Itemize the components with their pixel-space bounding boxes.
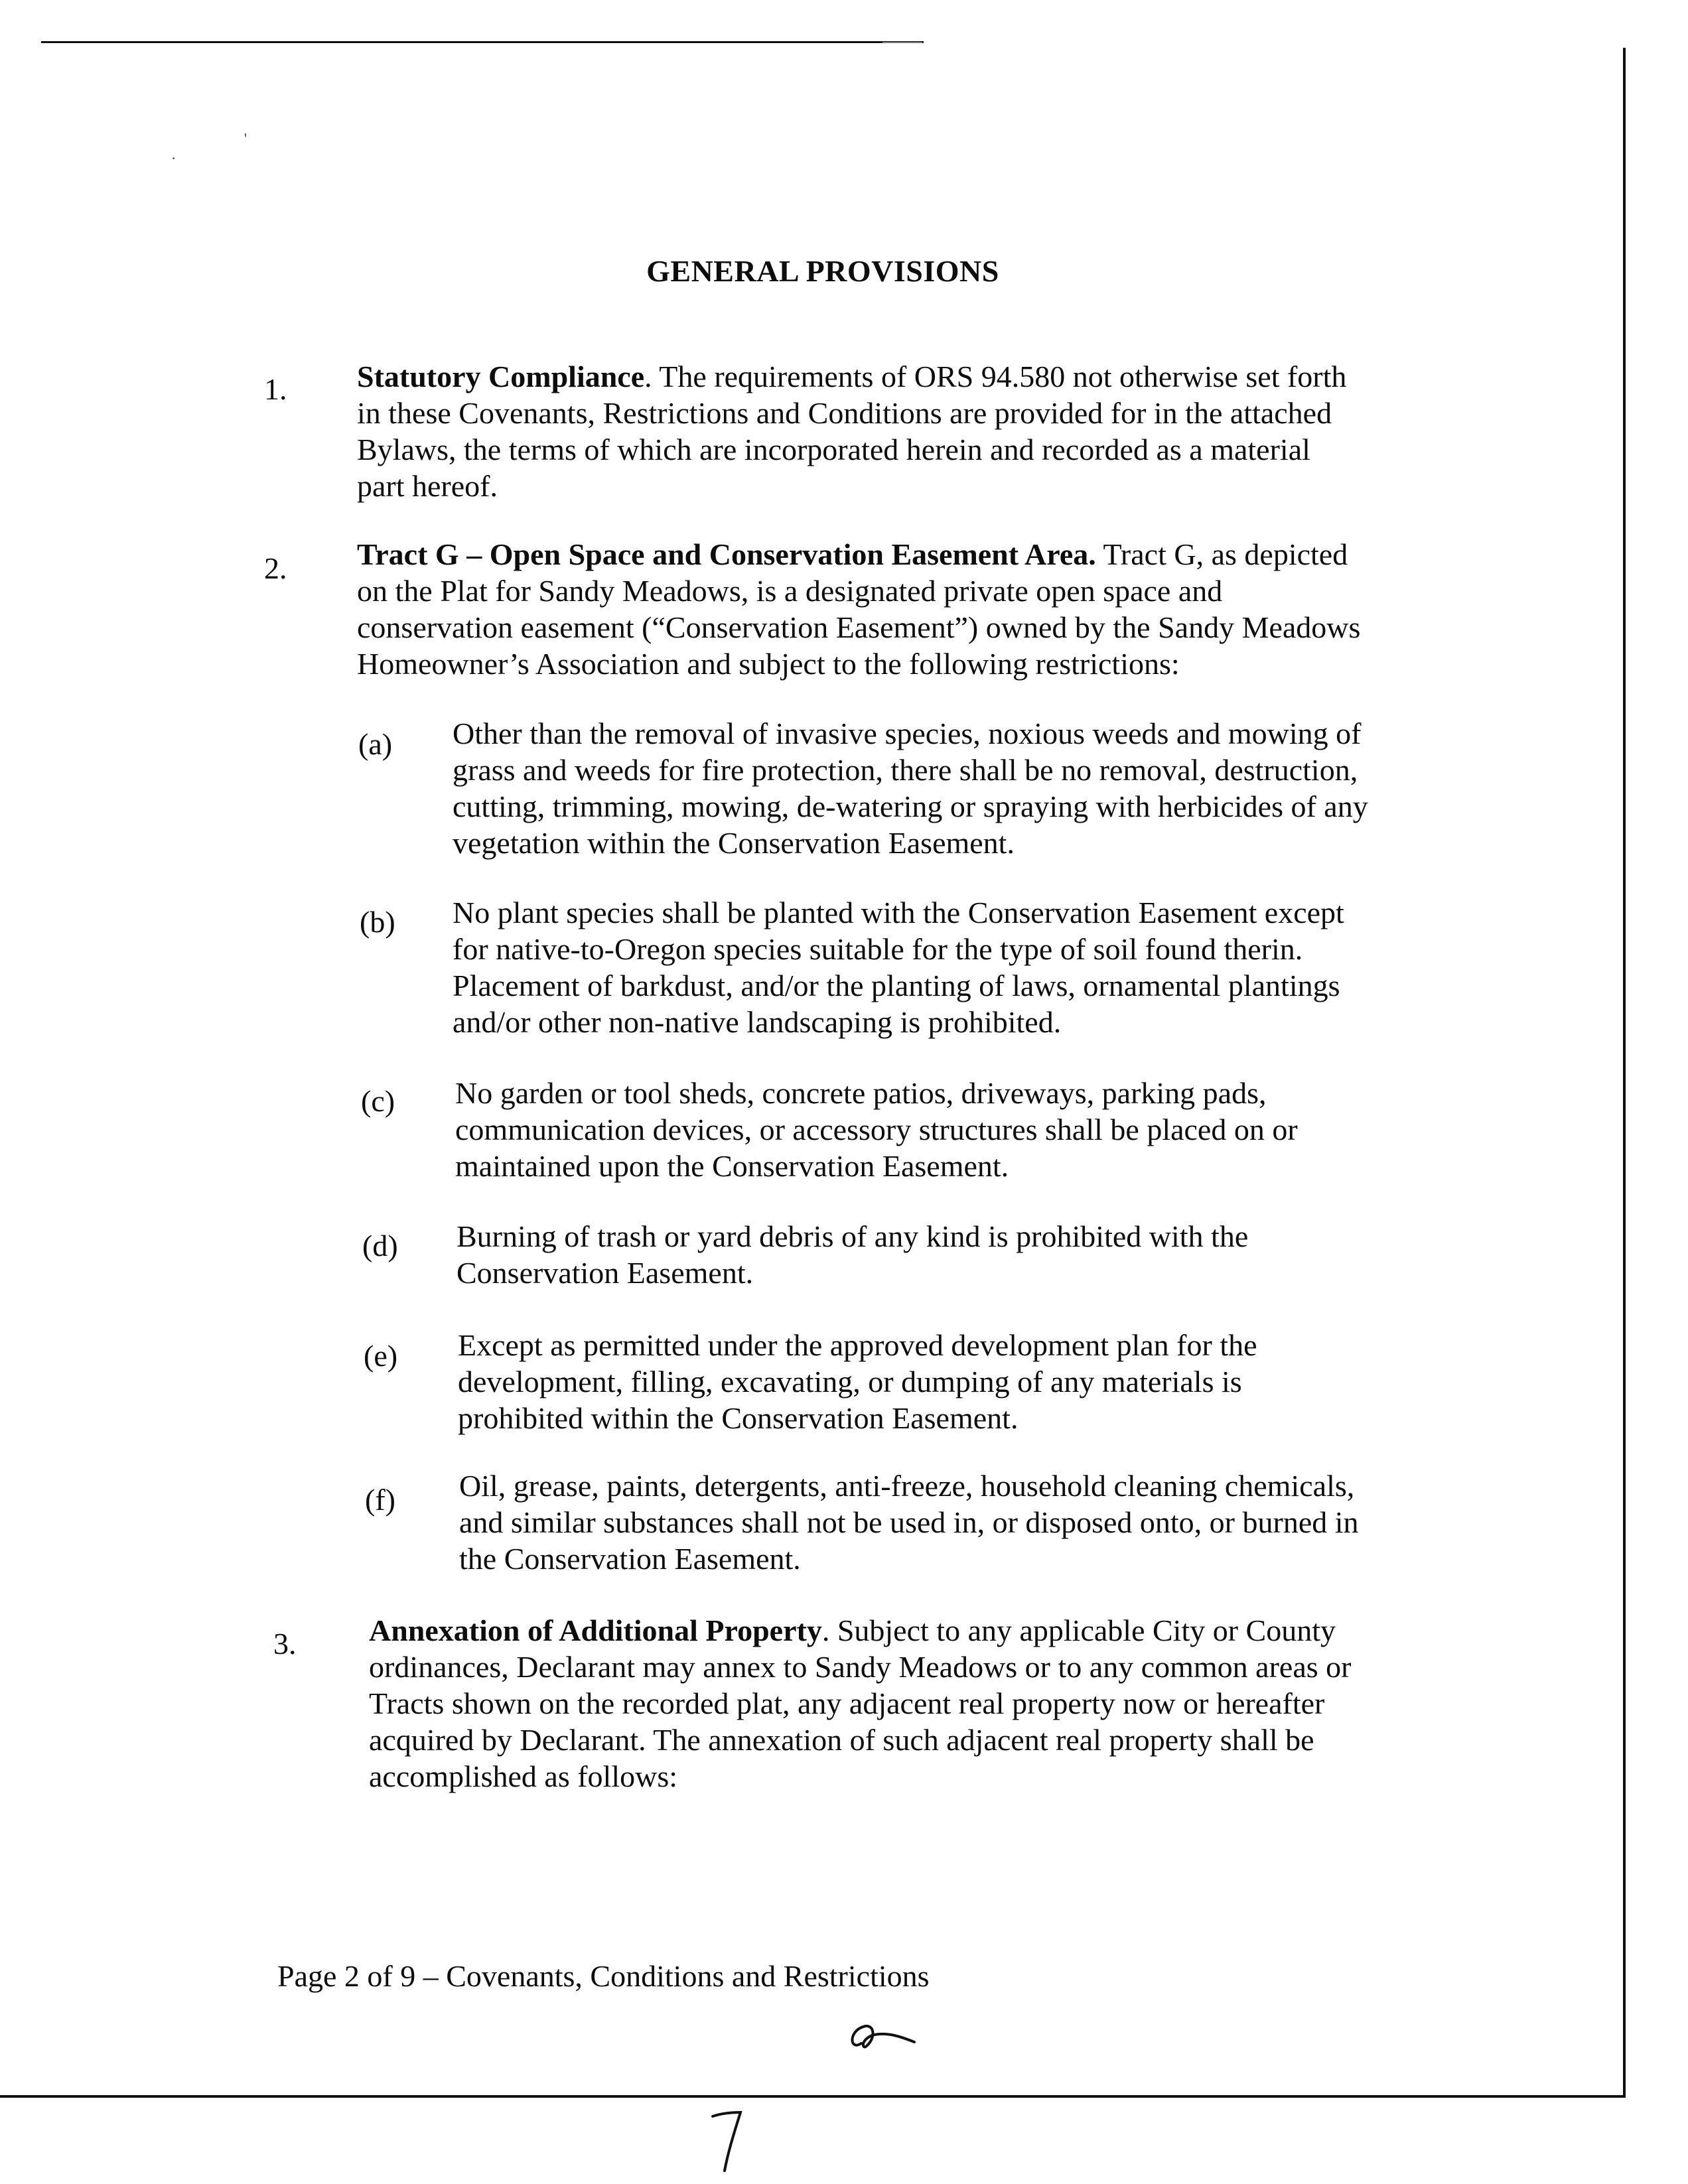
handwritten-initials bbox=[843, 2012, 929, 2058]
document-heading: GENERAL PROVISIONS bbox=[646, 254, 999, 288]
section-title: Statutory Compliance bbox=[357, 360, 645, 393]
section-body: Tract G, as depicted on the Plat for Sandy Meadows, is a designated private open space and conservation easement (“Conservation Easement”) owned by the Sandy Meadows Homeowner’s Association and subject to the following restrictions: bbox=[357, 537, 1361, 681]
section-title: Annexation of Additional Property bbox=[369, 1613, 822, 1647]
top-scan-rule-fade bbox=[882, 42, 922, 43]
page-footer: Page 2 of 9 – Covenants, Conditions and Restrictions bbox=[277, 1959, 930, 1993]
section-statutory-compliance bbox=[357, 358, 1392, 504]
item-text: Other than the removal of invasive species, noxious weeds and mowing of grass and weeds for fire protection, there shall be no removal, destruction, cutting, trimming, mowing, de-watering or spraying with herbicides of any vegetation within the Conservation Easement. bbox=[453, 717, 1368, 860]
section-number: 2. bbox=[264, 551, 287, 585]
item-label: (b) bbox=[360, 905, 395, 939]
top-scan-rule bbox=[41, 41, 924, 43]
item-text: No plant species shall be planted with the Conservation Easement except for native-to-Oregon species suitable for the type of soil found therin. Placement of barkdust, and/or the planting of laws, ornamental plantings and/or other non-native landscaping is prohibited. bbox=[453, 896, 1344, 1039]
bottom-scan-rule bbox=[0, 2095, 1626, 2098]
item-text: No garden or tool sheds, concrete patios, driveways, parking pads, communication devices, or accessory structures shall be placed on or maintained upon the Conservation Easement. bbox=[455, 1076, 1298, 1183]
scan-speck: · bbox=[171, 150, 176, 167]
section-number: 3. bbox=[273, 1627, 297, 1661]
item-text: Oil, grease, paints, detergents, anti-freeze, household cleaning chemicals, and similar substances shall not be used in, or disposed onto, or burned in the Conservation Easement. bbox=[459, 1469, 1359, 1576]
handwritten-page-number bbox=[709, 2103, 748, 2176]
section-annexation bbox=[369, 1612, 1431, 1795]
section-number: 1. bbox=[264, 372, 287, 406]
scan-speck: ' bbox=[244, 130, 247, 147]
item-label: (c) bbox=[361, 1084, 395, 1118]
section-title: Tract G – Open Space and Conservation Easement Area. bbox=[357, 537, 1096, 571]
item-label: (e) bbox=[364, 1339, 398, 1373]
item-label: (f) bbox=[365, 1483, 395, 1517]
item-text: Burning of trash or yard debris of any kind is prohibited with the Conservation Easement. bbox=[457, 1219, 1249, 1290]
section-body: . The requirements of ORS 94.580 not otherwise set forth in these Covenants, Restrictions and Conditions are provided for in the attached Bylaws, the terms of which are incorporated herein and recorded as a material part hereof. bbox=[357, 360, 1347, 503]
right-scan-rule bbox=[1623, 48, 1626, 2098]
section-body: . Subject to any applicable City or County ordinances, Declarant may annex to Sandy Meadows or to any common areas or Tracts shown on the recorded plat, any adjacent real property now or hereafter acquired by Declarant. The annexation of such adjacent real property shall be accomplished as follows: bbox=[369, 1613, 1352, 1793]
section-tract-g bbox=[357, 536, 1419, 682]
item-label: (d) bbox=[362, 1229, 398, 1263]
item-text: Except as permitted under the approved development plan for the development, filling, excavating, or dumping of any materials is prohibited within the Conservation Easement. bbox=[458, 1328, 1257, 1435]
item-label: (a) bbox=[358, 727, 393, 761]
